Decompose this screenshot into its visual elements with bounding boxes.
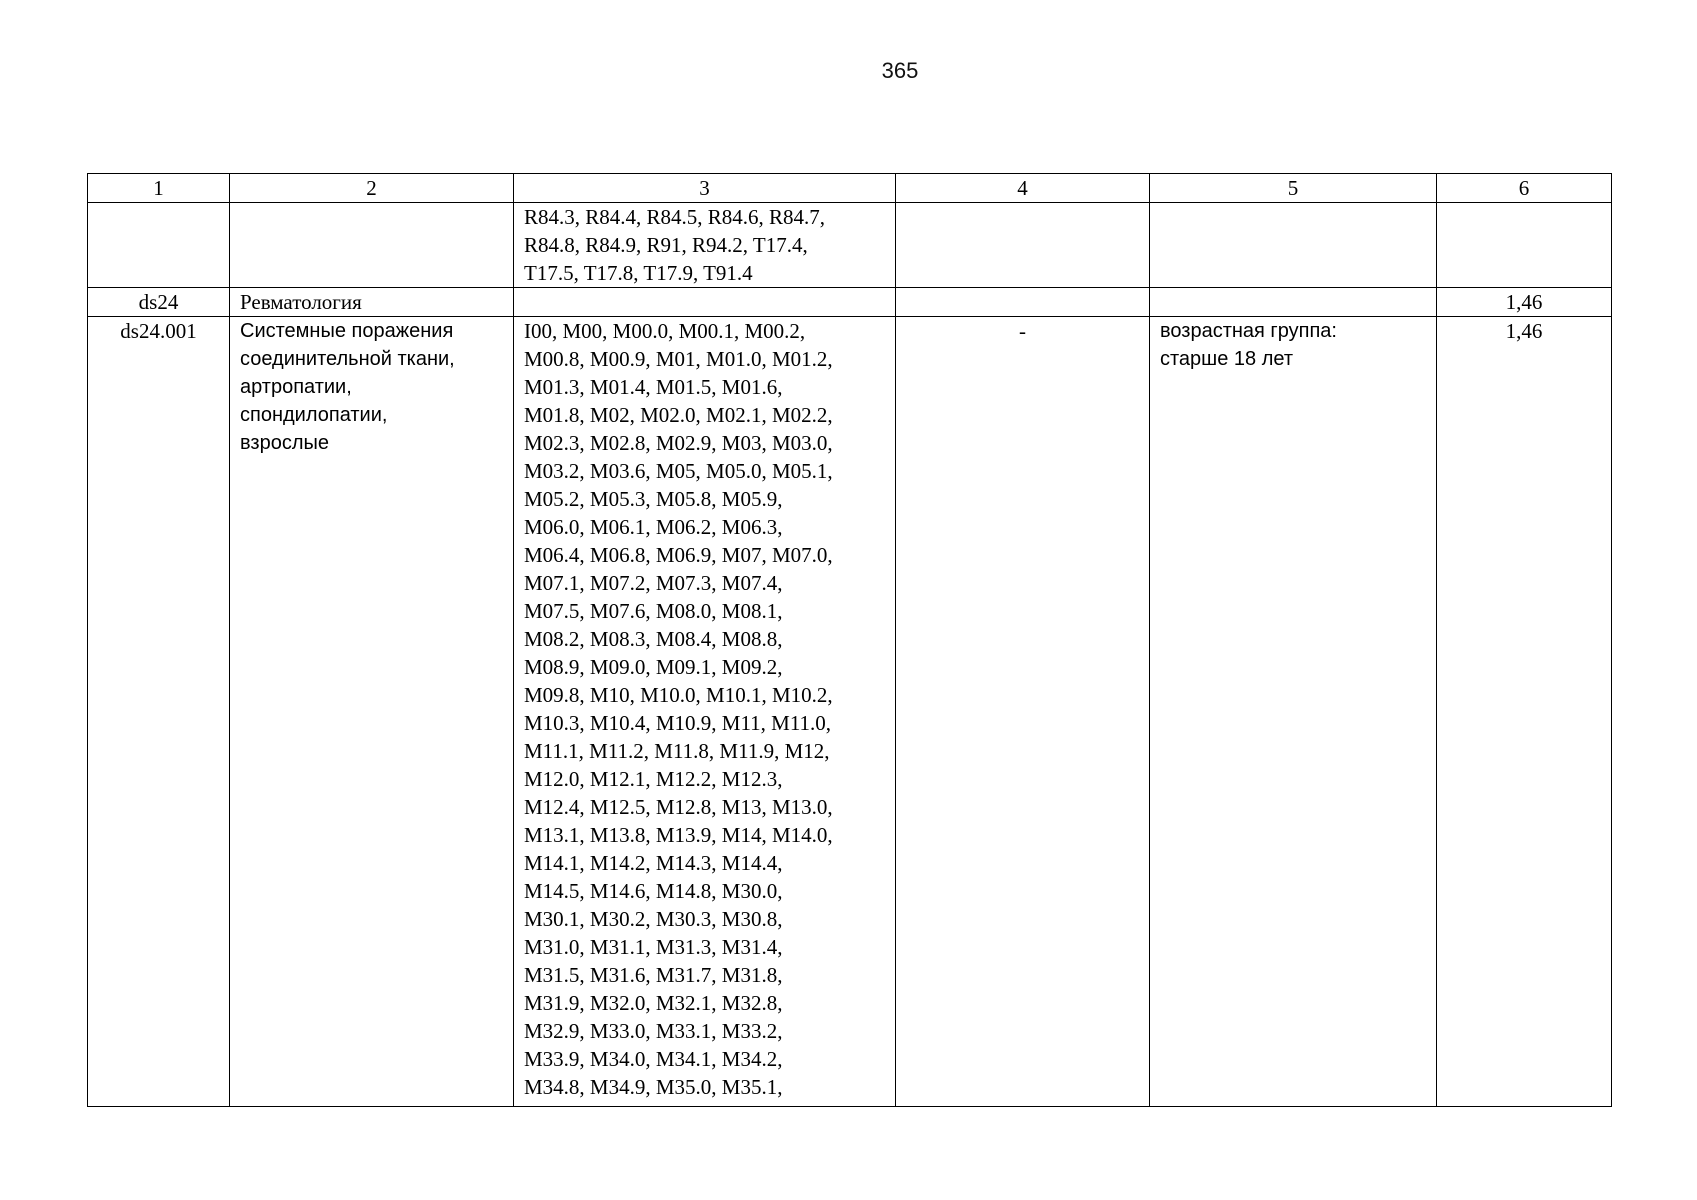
table-row-section-ds24: [88, 288, 1612, 317]
cell-name: [230, 203, 514, 288]
cell-diagnosis-codes: I00, M00, M00.0, M00.1, M00.2, M00.8, M00.9, M01, M01.0, M01.2, M01.3, M01.4, M01.5, M01.6, M01.8, M02, M02.0, M02.1, M02.2, M02.3, M02.8, M02.9, M03, M03.0, M03.2, M03.6, M05, M05.0, M05.1, M05.2, M05.3, M05.8, M05.9, M06.0, M06.1, M06.2, M06.3, M06.4, M06.8, M06.9, M07, M07.0, M07.1, M07.2, M07.3, M07.4, M07.5, M07.6, M08.0, M08.1, M08.2, M08.3, M08.4, M08.8, M08.9, M09.0, M09.1, M09.2, M09.8, M10, M10.0, M10.1, M10.2, M10.3, M10.4, M10.9, M11, M11.0, M11.1, M11.2, M11.8, M11.9, M12, M12.0, M12.1, M12.2, M12.3, M12.4, M12.5, M12.8, M13, M13.0, M13.1, M13.8, M13.9, M14, M14.0, M14.1, M14.2, M14.3, M14.4, M14.5, M14.6, M14.8, M30.0, M30.1, M30.2, M30.3, M30.8, M31.0, M31.1, M31.3, M31.4, M31.5, M31.6, M31.7, M31.8, M31.9, M32.0, M32.1, M32.8, M32.9, M33.0, M33.1, M33.2, M33.9, M34.0, M34.1, M34.2, M34.8, M34.9, M35.0, M35.1,: [514, 317, 896, 1107]
column-header-2: 2: [230, 174, 514, 203]
cell-coefficient: 1,46: [1437, 317, 1612, 1107]
cell-name: Ревматология: [230, 288, 514, 317]
cell-name: Системные поражения соединительной ткани, артропатии, спондилопатии, взрослые: [230, 317, 514, 1107]
column-header-3: 3: [514, 174, 896, 203]
page-number: 365: [881, 58, 919, 83]
column-header-5: 5: [1150, 174, 1437, 203]
cell-coefficient: 1,46: [1437, 288, 1612, 317]
cell-criteria: возрастная группа: старше 18 лет: [1150, 317, 1437, 1107]
cell-code: [88, 203, 230, 288]
cell-code: ds24.001: [88, 317, 230, 1107]
column-header-6: 6: [1437, 174, 1612, 203]
cell-col4: [896, 288, 1150, 317]
cell-coefficient: [1437, 203, 1612, 288]
cell-col4: [896, 203, 1150, 288]
table-header-row: [88, 174, 1612, 203]
column-header-1: 1: [88, 174, 230, 203]
cell-criteria: [1150, 203, 1437, 288]
cell-col4: -: [896, 317, 1150, 1107]
cell-diagnosis-codes: R84.3, R84.4, R84.5, R84.6, R84.7, R84.8, R84.9, R91, R94.2, T17.4, T17.5, T17.8, T17.9, T91.4: [514, 203, 896, 288]
table-row-continuation: [88, 203, 1612, 288]
cell-code: ds24: [88, 288, 230, 317]
tariff-table: [87, 173, 1612, 1107]
table-row-ds24-001: [88, 317, 1612, 1107]
column-header-4: 4: [896, 174, 1150, 203]
cell-criteria: [1150, 288, 1437, 317]
cell-diagnosis-codes: [514, 288, 896, 317]
